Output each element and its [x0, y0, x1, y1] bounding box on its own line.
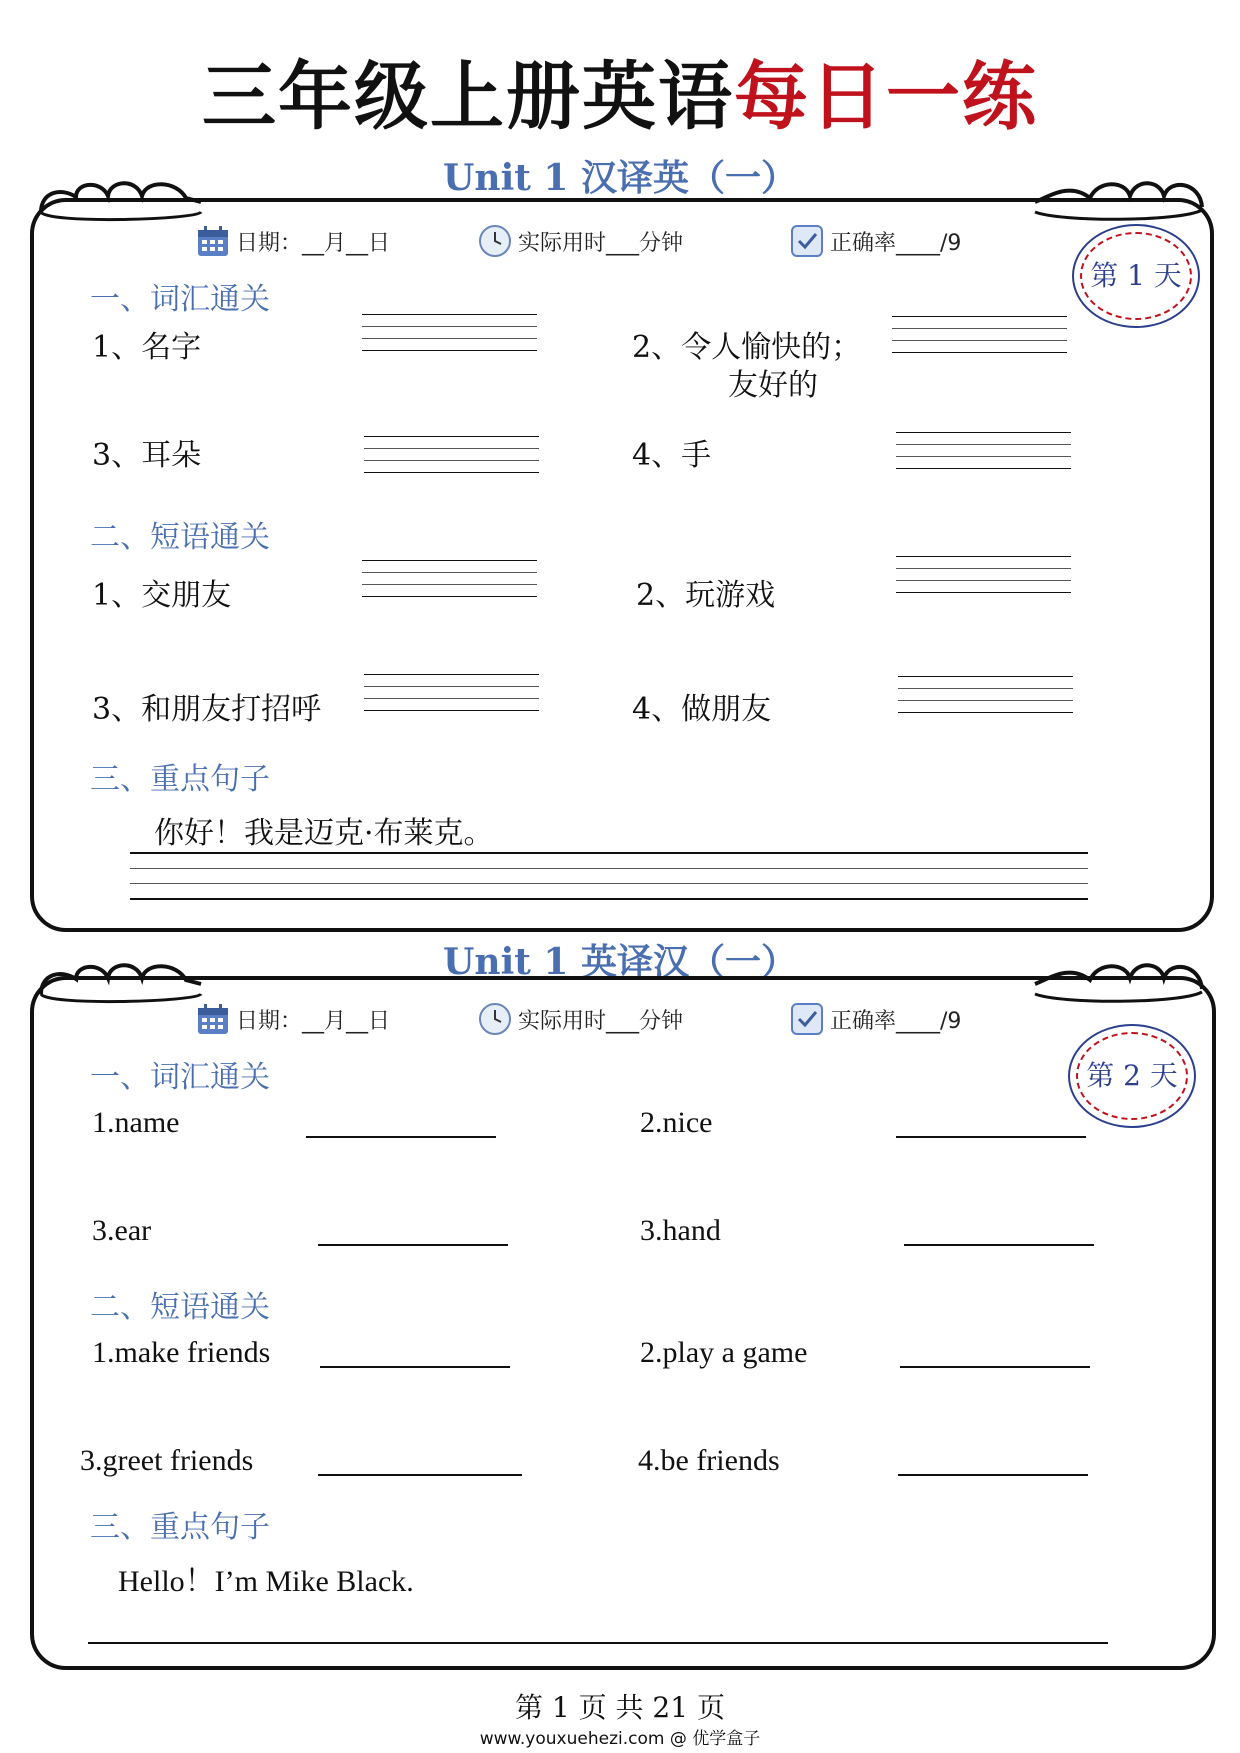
card2-unit-title: Unit 1 英译汉（一）	[443, 941, 797, 983]
writing-lines[interactable]	[896, 432, 1071, 484]
card1-unit-title: Unit 1 汉译英（一）	[443, 157, 797, 199]
card1-day-stamp: 第 1 天	[1072, 224, 1200, 328]
scroll-curl-left-icon	[36, 172, 206, 232]
card2-section-phrase: 二、短语通关	[90, 1290, 270, 1325]
card1-key-sentence: 你好！我是迈克·布莱克。	[154, 816, 494, 851]
writing-lines[interactable]	[892, 316, 1067, 368]
card1-section-phrase: 二、短语通关	[90, 520, 270, 555]
title-black: 三年级上册英语	[202, 54, 734, 140]
card2-date	[196, 1002, 390, 1036]
card2-key-sentence: Hello！I’m Mike Black.	[118, 1565, 414, 1598]
card2-phrase-1: 1.make friends	[92, 1336, 271, 1369]
card1-phrase-2: 2、玩游戏	[636, 578, 776, 613]
card2-phrase-2: 2.play a game	[640, 1336, 808, 1369]
writing-lines[interactable]	[364, 436, 539, 488]
answer-line[interactable]	[896, 1136, 1086, 1138]
sentence-writing-lines[interactable]	[130, 852, 1088, 900]
card1-vocab-2b: 友好的	[728, 368, 818, 403]
card2-accuracy	[790, 1002, 961, 1036]
writing-lines[interactable]	[898, 676, 1073, 728]
card2-day-stamp: 第 2 天	[1068, 1024, 1196, 1128]
answer-line[interactable]	[318, 1474, 522, 1476]
answer-line[interactable]	[904, 1244, 1094, 1246]
answer-line[interactable]	[320, 1366, 510, 1368]
calendar-icon	[196, 1002, 230, 1036]
card2-vocab-4: 3.hand	[640, 1214, 721, 1247]
card2-vocab-2: 2.nice	[640, 1106, 713, 1139]
date-label: 日期：__月__日	[236, 230, 391, 256]
card1-section-sentence: 三、重点句子	[90, 762, 270, 797]
card2-vocab-3: 3.ear	[92, 1214, 152, 1247]
writing-lines[interactable]	[896, 556, 1071, 608]
card1-phrase-4: 4、做朋友	[632, 692, 772, 727]
card2-phrase-4: 4.be friends	[638, 1444, 780, 1477]
time-label: 实际用时___分钟	[518, 1008, 684, 1034]
site-credit[interactable]: www.youxuehezi.com @ 优学盒子	[479, 1729, 761, 1749]
clock-icon	[478, 1002, 512, 1036]
answer-line[interactable]	[900, 1366, 1090, 1368]
scroll-curl-left-icon	[36, 954, 206, 1014]
writing-lines[interactable]	[362, 314, 537, 366]
card1-accuracy	[790, 224, 961, 258]
card1-vocab-1: 1、名字	[92, 330, 202, 365]
card1-vocab-3: 3、耳朵	[92, 438, 202, 473]
card1-section-vocab: 一、词汇通关	[90, 282, 270, 317]
writing-lines[interactable]	[364, 674, 539, 726]
checkbox-icon	[790, 1002, 824, 1036]
date-label: 日期：__月__日	[236, 1008, 391, 1034]
page-title	[0, 38, 1240, 144]
title-red: 每日一练	[734, 54, 1038, 140]
calendar-icon	[196, 224, 230, 258]
card1-date	[196, 224, 390, 258]
card2-time	[478, 1002, 683, 1036]
card1-time	[478, 224, 683, 258]
page-number: 第 1 页 共 21 页	[515, 1691, 725, 1724]
checkbox-icon	[790, 224, 824, 258]
card1-phrase-3: 3、和朋友打招呼	[92, 692, 322, 727]
card2-section-vocab: 一、词汇通关	[90, 1060, 270, 1095]
accuracy-label: 正确率____/9	[830, 1008, 962, 1034]
card2-phrase-3: 3.greet friends	[80, 1444, 254, 1477]
scroll-curl-right-icon	[1030, 172, 1210, 232]
scroll-curl-right-icon	[1030, 954, 1210, 1014]
accuracy-label: 正确率____/9	[830, 230, 962, 256]
writing-lines[interactable]	[362, 560, 537, 612]
card1-vocab-2a: 2、令人愉快的；	[632, 330, 862, 365]
card2-section-sentence: 三、重点句子	[90, 1510, 270, 1545]
time-label: 实际用时___分钟	[518, 230, 684, 256]
answer-line[interactable]	[318, 1244, 508, 1246]
card1-phrase-1: 1、交朋友	[92, 578, 232, 613]
card2-vocab-1: 1.name	[92, 1106, 180, 1139]
card1-vocab-4: 4、手	[632, 438, 712, 473]
answer-line[interactable]	[898, 1474, 1088, 1476]
answer-line[interactable]	[306, 1136, 496, 1138]
sentence-answer-line[interactable]	[88, 1642, 1108, 1644]
clock-icon	[478, 224, 512, 258]
